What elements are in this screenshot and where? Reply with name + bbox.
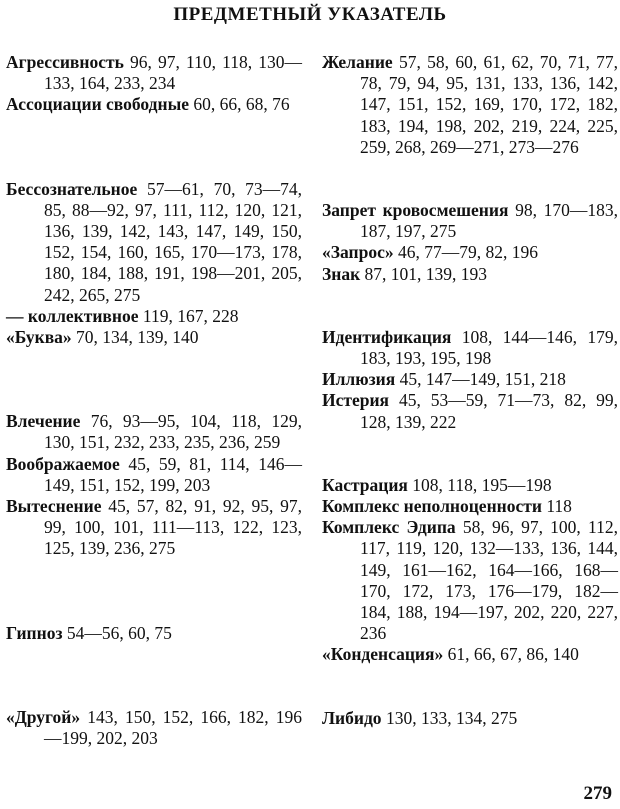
index-term: «Запрос» <box>322 242 394 263</box>
index-refs: 60, 66, 68, 76 <box>193 94 290 115</box>
index-refs: 45, 147—149, 151, 218 <box>399 369 566 390</box>
index-entry <box>322 264 618 285</box>
index-refs: 119, 167, 228 <box>142 305 239 326</box>
section-gap <box>322 666 618 708</box>
section-gap <box>6 644 302 707</box>
index-refs: 96, 97, 110, 118, 130—133, 164, 233, 234 <box>44 52 303 94</box>
index-refs: 57, 58, 60, 61, 62, 70, 71, 77, 78, 79, 94, 95, 131, 133, 136, 142, 147, 151, 152, 169, 170, 172, 182, 183, 194, 198, 202, 219, 224, 225, 259, 268, 269—271, 273—276 <box>360 52 619 157</box>
index-refs: 58, 96, 97, 100, 112, 117, 119, 120, 132—133, 136, 144, 149, 161—162, 164—166, 168—170, 172, 173, 176—179, 182—184, 188, 194—197, 202, 220, 227, 236 <box>360 517 618 644</box>
index-entry <box>6 327 302 348</box>
index-entry <box>6 623 302 644</box>
index-refs: 45, 53—59, 71—73, 82, 99, 128, 139, 222 <box>360 390 619 432</box>
index-term: Либидо <box>322 707 382 728</box>
index-refs: 54—56, 60, 75 <box>66 622 172 643</box>
section-gap <box>6 560 302 623</box>
index-refs: 46, 77—79, 82, 196 <box>397 242 538 263</box>
index-refs: 70, 134, 139, 140 <box>76 327 199 348</box>
index-entry <box>322 52 618 158</box>
index-entry <box>6 707 302 749</box>
index-entry <box>322 200 618 242</box>
index-term: Ассоциации свободные <box>6 94 190 115</box>
index-refs: 45, 59, 81, 114, 146—149, 151, 152, 199, 203 <box>44 453 302 495</box>
index-refs: 98, 170—183, 187, 197, 275 <box>360 200 618 242</box>
index-term: Знак <box>322 263 361 284</box>
index-term: «Конденсация» <box>322 644 444 665</box>
index-entry <box>6 411 302 453</box>
index-refs: 118 <box>546 496 572 517</box>
index-term: Истерия <box>322 390 390 411</box>
page-title: ПРЕДМЕТНЫЙ УКАЗАТЕЛЬ <box>173 4 447 25</box>
index-term: Воображаемое <box>6 453 120 474</box>
index-term: Желание <box>322 52 393 72</box>
index-entry <box>322 369 618 390</box>
index-refs: 45, 57, 82, 91, 92, 95, 97, 99, 100, 101, 111—113, 122, 123, 125, 139, 236, 275 <box>44 496 303 559</box>
index-term: Запрет кровосмешения <box>322 200 509 221</box>
index-entry <box>322 708 618 729</box>
index-entry <box>6 52 302 94</box>
index-term: Бессознательное <box>6 178 138 199</box>
index-entry <box>322 475 618 496</box>
index-entry <box>6 94 302 115</box>
index-term: Агрессивность <box>6 52 124 72</box>
section-gap <box>322 158 618 200</box>
index-term: Комплекс Эдипа <box>322 517 456 538</box>
section-gap <box>6 348 302 411</box>
index-refs: 87, 101, 139, 193 <box>364 263 488 284</box>
index-entry <box>322 242 618 263</box>
index-refs: 61, 66, 67, 86, 140 <box>447 644 579 665</box>
index-refs: 108, 118, 195—198 <box>412 474 552 495</box>
section-gap <box>6 116 302 179</box>
index-entry <box>322 517 618 644</box>
index-refs: 130, 133, 134, 275 <box>385 707 518 728</box>
index-term: Иллюзия <box>322 369 396 390</box>
index-entry <box>322 496 618 517</box>
index-entry <box>6 454 302 496</box>
index-entry <box>6 496 302 560</box>
index-refs: 108, 144—146, 179, 183, 193, 195, 198 <box>360 326 618 369</box>
index-entry <box>322 327 618 369</box>
index-entry <box>6 179 302 306</box>
index-term: Вытеснение <box>6 496 102 517</box>
index-refs: 76, 93—95, 104, 118, 129, 130, 151, 232, 233, 235, 236, 259 <box>44 411 302 453</box>
index-refs: 143, 150, 152, 166, 182, 196—199, 202, 203 <box>44 706 303 749</box>
index-term: Гипноз <box>6 622 63 643</box>
index-term: Кастрация <box>322 474 408 495</box>
page-number: 279 <box>583 783 612 804</box>
index-term: — коллективное <box>6 305 139 326</box>
index-entry <box>322 644 618 665</box>
section-gap <box>322 433 618 475</box>
index-column-right <box>322 52 618 729</box>
index-column-left <box>6 52 302 749</box>
index-term: «Другой» <box>6 706 81 727</box>
index-term: Идентификация <box>322 326 452 347</box>
index-term: Комплекс неполноценности <box>322 496 542 517</box>
index-term: «Буква» <box>6 327 72 348</box>
section-gap <box>322 285 618 327</box>
index-refs: 57—61, 70, 73—74, 85, 88—92, 97, 111, 112, 120, 121, 136, 139, 142, 143, 147, 149, 150, 152, 154, 160, 165, 170—173, 178, 180, 184, 188, 191, 198—201, 205, 242, 265, 275 <box>44 178 303 305</box>
index-term: Влечение <box>6 411 81 432</box>
index-entry <box>6 306 302 327</box>
index-entry <box>322 390 618 432</box>
